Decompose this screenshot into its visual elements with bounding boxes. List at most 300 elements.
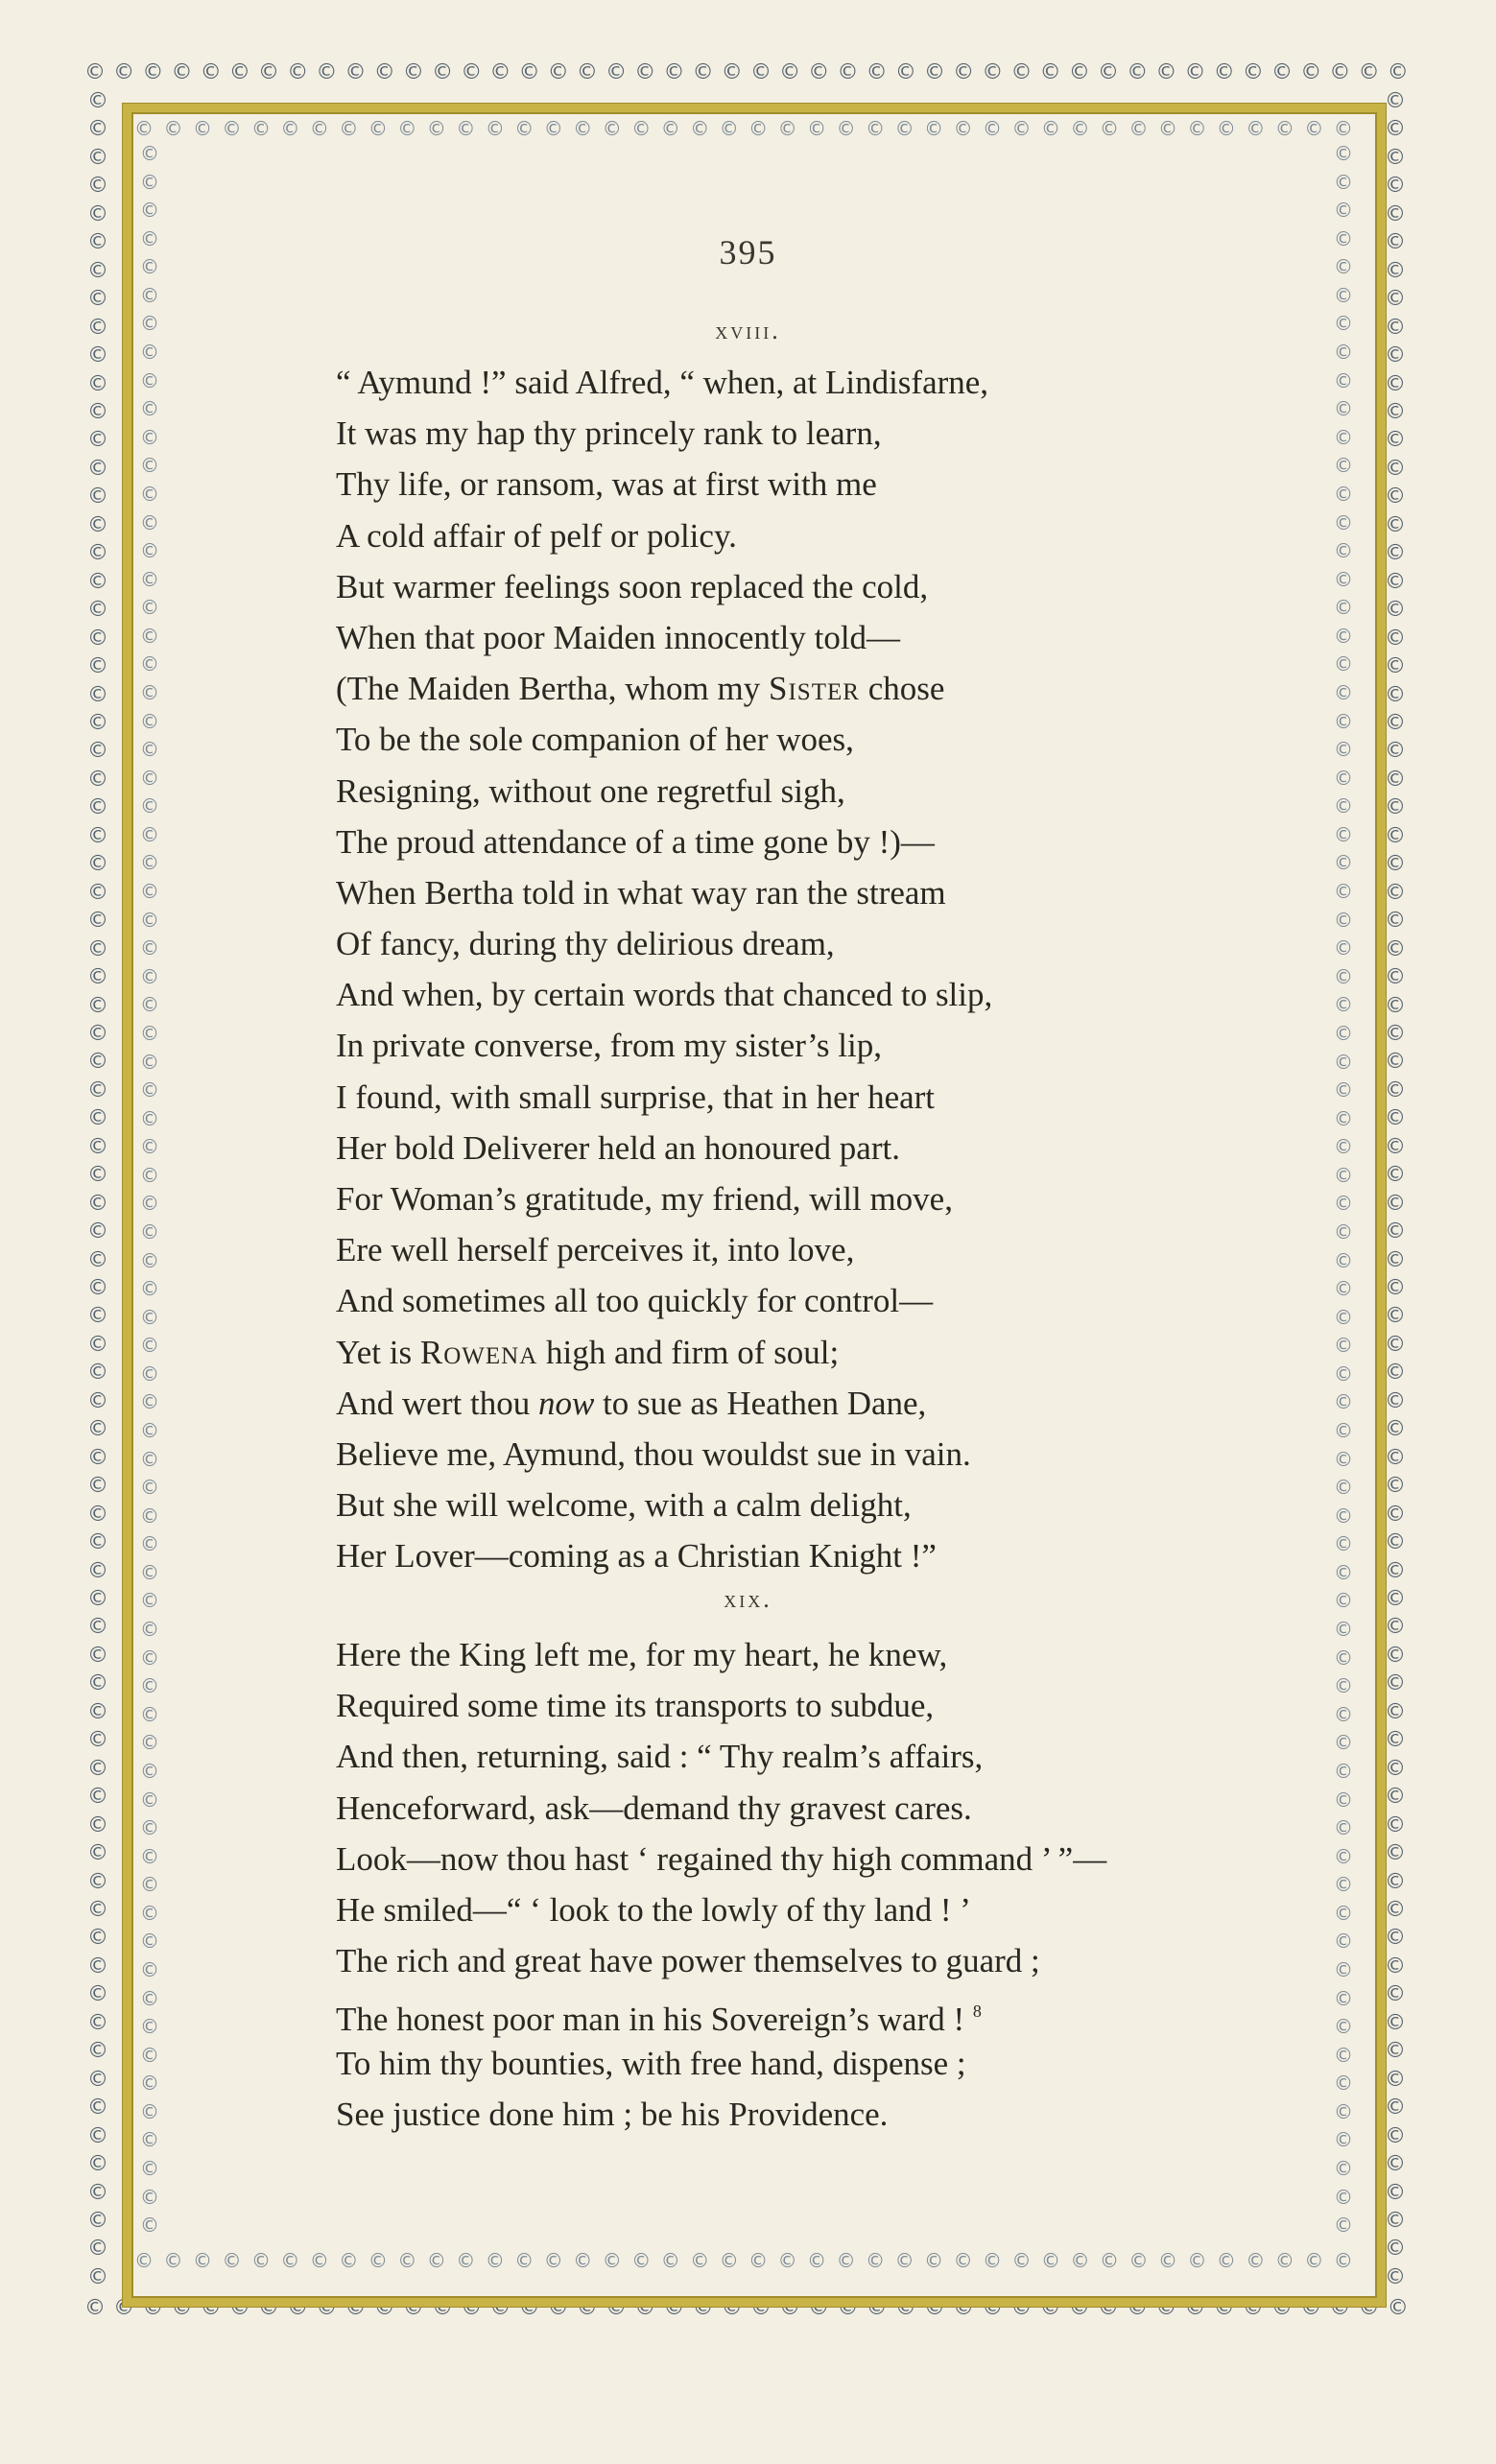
ornament-glyph-icon: © xyxy=(140,680,159,704)
ornament-glyph-icon: © xyxy=(631,2249,652,2272)
ornament-glyph-icon: © xyxy=(87,1558,108,1583)
poem-line: When Bertha told in what way ran the stream xyxy=(336,873,946,912)
ornament-glyph-icon: © xyxy=(344,60,367,84)
ornament-glyph-icon: © xyxy=(140,1816,159,1840)
ornament-glyph-icon: © xyxy=(1334,1674,1353,1698)
ornament-glyph-icon: © xyxy=(1334,1192,1353,1216)
ornament-glyph-icon: © xyxy=(1184,60,1206,84)
ornament-glyph-icon: © xyxy=(749,60,772,84)
ornament-glyph-icon: © xyxy=(140,1476,159,1500)
ornament-glyph-icon: © xyxy=(1334,1447,1353,1471)
ornament-glyph-icon: © xyxy=(140,2043,159,2067)
ornament-glyph-icon: © xyxy=(87,1756,108,1781)
ornament-glyph-icon: © xyxy=(87,2208,108,2233)
ornament-glyph-icon: © xyxy=(1385,1699,1406,1724)
ornament-glyph-icon: © xyxy=(171,2296,193,2320)
ornament-glyph-icon: © xyxy=(87,965,108,990)
ornament-glyph-icon: © xyxy=(1385,2067,1406,2092)
ornament-glyph-icon: © xyxy=(1385,2152,1406,2177)
ornament-glyph-icon: © xyxy=(1334,1362,1353,1386)
ornament-glyph-icon: © xyxy=(142,2296,164,2320)
poem-line: And when, by certain words that chanced to slip, xyxy=(336,976,993,1014)
ornament-glyph-icon: © xyxy=(485,117,505,140)
ornament-glyph-icon: © xyxy=(1098,60,1120,84)
ornament-glyph-icon: © xyxy=(456,117,476,140)
ornament-glyph-icon: © xyxy=(87,428,108,453)
ornament-glyph-icon: © xyxy=(690,117,710,140)
ornament-glyph-icon: © xyxy=(1157,2249,1177,2272)
ornament-glyph-icon: © xyxy=(866,60,888,84)
ornament-glyph-icon: © xyxy=(87,399,108,424)
ornament-glyph-icon: © xyxy=(1334,2043,1353,2067)
ornament-glyph-icon: © xyxy=(1246,117,1266,140)
ornament-glyph-icon: © xyxy=(514,117,534,140)
ornament-glyph-icon: © xyxy=(140,794,159,818)
ornament-glyph-icon: © xyxy=(140,1277,159,1301)
ornament-glyph-icon: © xyxy=(1334,1873,1353,1897)
ornament-glyph-icon: © xyxy=(1333,2249,1353,2272)
ornament-glyph-icon: © xyxy=(456,2249,476,2272)
ornament-glyph-icon: © xyxy=(1334,283,1353,307)
ornament-glyph-icon: © xyxy=(1213,60,1235,84)
ornament-border-top-outer xyxy=(84,59,1409,86)
ornament-glyph-icon: © xyxy=(140,2214,159,2238)
ornament-glyph-icon: © xyxy=(1385,145,1406,170)
ornament-glyph-icon: © xyxy=(140,993,159,1017)
ornament-glyph-icon: © xyxy=(1271,2296,1294,2320)
stanza-xviii xyxy=(336,357,1295,1582)
ornament-glyph-icon: © xyxy=(1385,1643,1406,1668)
ornament-glyph-icon: © xyxy=(1334,680,1353,704)
ornament-glyph-icon: © xyxy=(1334,2157,1353,2181)
ornament-glyph-icon: © xyxy=(140,1362,159,1386)
ornament-glyph-icon: © xyxy=(1334,425,1353,449)
poem-line: To be the sole companion of her woes, xyxy=(336,721,854,759)
ornament-glyph-icon: © xyxy=(140,1532,159,1556)
ornament-glyph-icon: © xyxy=(518,2296,540,2320)
ornament-glyph-icon: © xyxy=(1385,2237,1406,2262)
ornament-glyph-icon: © xyxy=(140,1163,159,1187)
ornament-glyph-icon: © xyxy=(1127,2296,1149,2320)
ornament-glyph-icon: © xyxy=(1334,510,1353,534)
ornament-glyph-icon: © xyxy=(1334,312,1353,336)
ornament-glyph-icon: © xyxy=(692,2296,714,2320)
ornament-glyph-icon: © xyxy=(1385,1954,1406,1978)
ornament-glyph-icon: © xyxy=(87,1247,108,1272)
ornament-glyph-icon: © xyxy=(140,2128,159,2152)
ornament-glyph-icon: © xyxy=(87,1078,108,1102)
ornament-glyph-icon: © xyxy=(87,1304,108,1329)
ornament-glyph-icon: © xyxy=(87,2096,108,2120)
ornament-glyph-icon: © xyxy=(1010,2296,1033,2320)
ornament-glyph-icon: © xyxy=(1304,2249,1324,2272)
ornament-glyph-icon: © xyxy=(140,709,159,733)
ornament-glyph-icon: © xyxy=(140,312,159,336)
ornament-glyph-icon: © xyxy=(1274,117,1294,140)
ornament-glyph-icon: © xyxy=(140,766,159,790)
ornament-glyph-icon: © xyxy=(140,1248,159,1272)
ornament-glyph-icon: © xyxy=(140,1844,159,1868)
ornament-glyph-icon: © xyxy=(1334,2185,1353,2209)
ornament-glyph-icon: © xyxy=(1385,909,1406,934)
ornament-glyph-icon: © xyxy=(140,510,159,534)
ornament-glyph-icon: © xyxy=(1385,399,1406,424)
ornament-glyph-icon: © xyxy=(1334,624,1353,648)
poem-line: The proud attendance of a time gone by !)— xyxy=(336,822,935,861)
ornament-glyph-icon: © xyxy=(250,2249,271,2272)
ornament-glyph-icon: © xyxy=(1334,199,1353,223)
ornament-glyph-icon: © xyxy=(1385,767,1406,792)
ornament-glyph-icon: © xyxy=(923,60,945,84)
ornament-glyph-icon: © xyxy=(1334,2099,1353,2123)
ornament-glyph-icon: © xyxy=(87,1841,108,1866)
ornament-glyph-icon: © xyxy=(87,315,108,340)
ornament-glyph-icon: © xyxy=(87,1530,108,1555)
ornament-glyph-icon: © xyxy=(87,2264,108,2289)
ornament-glyph-icon: © xyxy=(631,117,652,140)
stanza-numeral-xix: xix. xyxy=(724,1585,772,1613)
poem-line: “ Aymund !” said Alfred, “ when, at Lindisfarne, xyxy=(336,364,989,401)
ornament-glyph-icon: © xyxy=(140,1930,159,1954)
ornament-glyph-icon: © xyxy=(87,1021,108,1046)
ornament-glyph-icon: © xyxy=(1385,1898,1406,1922)
ornament-glyph-icon: © xyxy=(87,1926,108,1951)
ornament-glyph-icon: © xyxy=(87,1191,108,1216)
ornament-glyph-icon: © xyxy=(1385,1078,1406,1102)
ornament-glyph-icon: © xyxy=(1358,60,1380,84)
ornament-glyph-icon: © xyxy=(1216,117,1236,140)
ornament-glyph-icon: © xyxy=(309,117,329,140)
ornament-glyph-icon: © xyxy=(1334,794,1353,818)
ornament-glyph-icon: © xyxy=(1039,60,1061,84)
ornament-glyph-icon: © xyxy=(140,652,159,676)
ornament-glyph-icon: © xyxy=(485,2249,505,2272)
ornament-glyph-icon: © xyxy=(1385,1304,1406,1329)
ornament-glyph-icon: © xyxy=(87,654,108,679)
ornament-glyph-icon: © xyxy=(1385,1191,1406,1216)
ornament-glyph-icon: © xyxy=(924,117,944,140)
poem-line: Resigning, without one regretful sigh, xyxy=(336,771,845,810)
ornament-glyph-icon: © xyxy=(719,117,739,140)
ornament-border-left-outer xyxy=(84,91,111,2288)
ornament-glyph-icon: © xyxy=(140,226,159,250)
ornament-glyph-icon: © xyxy=(1385,1361,1406,1386)
ornament-glyph-icon: © xyxy=(1385,1812,1406,1837)
ornament-glyph-icon: © xyxy=(1304,117,1324,140)
ornament-glyph-icon: © xyxy=(87,626,108,651)
ornament-glyph-icon: © xyxy=(87,598,108,623)
ornament-glyph-icon: © xyxy=(1300,2296,1322,2320)
ornament-glyph-icon: © xyxy=(87,344,108,368)
ornament-glyph-icon: © xyxy=(748,2249,769,2272)
ornament-glyph-icon: © xyxy=(140,170,159,194)
ornament-glyph-icon: © xyxy=(808,60,830,84)
ornament-glyph-icon: © xyxy=(87,2152,108,2177)
ornament-glyph-icon: © xyxy=(87,2039,108,2064)
ornament-glyph-icon: © xyxy=(663,60,685,84)
poem-line: And then, returning, said : “ Thy realm’s affairs, xyxy=(336,1738,984,1776)
ornament-glyph-icon: © xyxy=(373,60,395,84)
ornament-glyph-icon: © xyxy=(140,142,159,165)
ornament-glyph-icon: © xyxy=(1334,964,1353,988)
ornament-glyph-icon: © xyxy=(228,2296,250,2320)
ornament-glyph-icon: © xyxy=(1385,1247,1406,1272)
poem-line: And wert thou now to sue as Heathen Dane, xyxy=(336,1384,927,1422)
ornament-glyph-icon: © xyxy=(1041,2249,1061,2272)
ornament-glyph-icon: © xyxy=(1334,652,1353,676)
ornament-glyph-icon: © xyxy=(1068,2296,1090,2320)
ornament-glyph-icon: © xyxy=(1334,822,1353,846)
ornament-glyph-icon: © xyxy=(140,1560,159,1584)
ornament-glyph-icon: © xyxy=(1385,456,1406,481)
ornament-glyph-icon: © xyxy=(87,739,108,764)
ornament-glyph-icon: © xyxy=(1334,936,1353,960)
ornament-glyph-icon: © xyxy=(1385,371,1406,396)
ornament-glyph-icon: © xyxy=(140,567,159,591)
ornament-glyph-icon: © xyxy=(140,482,159,506)
ornament-glyph-icon: © xyxy=(140,1958,159,1981)
ornament-glyph-icon: © xyxy=(140,1702,159,1726)
ornament-glyph-icon: © xyxy=(1385,993,1406,1018)
ornament-glyph-icon: © xyxy=(1157,117,1177,140)
ornament-glyph-icon: © xyxy=(140,624,159,648)
ornament-glyph-icon: © xyxy=(140,1078,159,1102)
ornament-glyph-icon: © xyxy=(258,2296,280,2320)
ornament-glyph-icon: © xyxy=(1334,1958,1353,1981)
ornament-glyph-icon: © xyxy=(602,2249,622,2272)
ornament-glyph-icon: © xyxy=(87,1445,108,1470)
ornament-glyph-icon: © xyxy=(140,1220,159,1244)
ornament-glyph-icon: © xyxy=(142,60,164,84)
ornament-glyph-icon: © xyxy=(140,341,159,365)
ornament-glyph-icon: © xyxy=(924,2249,944,2272)
ornament-glyph-icon: © xyxy=(953,60,975,84)
ornament-glyph-icon: © xyxy=(140,1135,159,1159)
ornament-glyph-icon: © xyxy=(1334,1618,1353,1642)
ornament-glyph-icon: © xyxy=(87,117,108,142)
ornament-glyph-icon: © xyxy=(1385,1841,1406,1866)
ornament-glyph-icon: © xyxy=(402,60,424,84)
ornament-glyph-icon: © xyxy=(250,117,271,140)
ornament-glyph-icon: © xyxy=(1385,1445,1406,1470)
ornament-glyph-icon: © xyxy=(1187,117,1207,140)
ornament-glyph-icon: © xyxy=(1187,2249,1207,2272)
ornament-glyph-icon: © xyxy=(87,823,108,848)
ornament-glyph-icon: © xyxy=(1068,60,1090,84)
ornament-glyph-icon: © xyxy=(1385,1785,1406,1810)
ornament-glyph-icon: © xyxy=(87,1671,108,1696)
ornament-glyph-icon: © xyxy=(1385,1926,1406,1951)
ornament-glyph-icon: © xyxy=(87,909,108,934)
ornament-glyph-icon: © xyxy=(87,993,108,1018)
ornament-glyph-icon: © xyxy=(1385,739,1406,764)
poem-line: For Woman’s gratitude, my friend, will move, xyxy=(336,1180,953,1218)
ornament-glyph-icon: © xyxy=(606,2296,628,2320)
ornament-glyph-icon: © xyxy=(87,89,108,113)
ornament-glyph-icon: © xyxy=(1385,1615,1406,1640)
ornament-glyph-icon: © xyxy=(140,1788,159,1812)
ornament-glyph-icon: © xyxy=(87,1388,108,1413)
poem-line: But warmer feelings soon replaced the cold, xyxy=(336,567,929,605)
ornament-glyph-icon: © xyxy=(397,117,417,140)
ornament-glyph-icon: © xyxy=(140,283,159,307)
ornament-glyph-icon: © xyxy=(1334,1248,1353,1272)
ornament-glyph-icon: © xyxy=(1358,2296,1380,2320)
ornament-glyph-icon: © xyxy=(113,2296,135,2320)
ornament-glyph-icon: © xyxy=(140,1106,159,1130)
ornament-glyph-icon: © xyxy=(1385,1502,1406,1527)
ornament-glyph-icon: © xyxy=(807,117,827,140)
ornament-glyph-icon: © xyxy=(1385,1163,1406,1188)
ornament-glyph-icon: © xyxy=(1329,2296,1351,2320)
ornament-glyph-icon: © xyxy=(1385,1050,1406,1075)
ornament-glyph-icon: © xyxy=(1385,626,1406,651)
ornament-glyph-icon: © xyxy=(1246,2249,1266,2272)
ornament-glyph-icon: © xyxy=(518,60,540,84)
poem-line: Henceforward, ask—demand thy gravest cares. xyxy=(336,1789,972,1827)
ornament-glyph-icon: © xyxy=(397,2249,417,2272)
ornament-glyph-icon: © xyxy=(983,117,1003,140)
ornament-glyph-icon: © xyxy=(1334,1504,1353,1528)
ornament-glyph-icon: © xyxy=(163,117,183,140)
ornament-glyph-icon: © xyxy=(200,60,222,84)
ornament-glyph-icon: © xyxy=(87,1954,108,1978)
ornament-glyph-icon: © xyxy=(87,1982,108,2007)
ornament-glyph-icon: © xyxy=(543,117,563,140)
ornament-glyph-icon: © xyxy=(1334,1731,1353,1755)
ornament-glyph-icon: © xyxy=(1127,60,1149,84)
ornament-glyph-icon: © xyxy=(140,936,159,960)
ornament-glyph-icon: © xyxy=(1216,2249,1236,2272)
ornament-glyph-icon: © xyxy=(1334,1788,1353,1812)
ornament-glyph-icon: © xyxy=(140,2157,159,2181)
poem-line: To him thy bounties, with free hand, dispense ; xyxy=(336,2044,966,2082)
ornament-glyph-icon: © xyxy=(87,1361,108,1386)
poem-line: He smiled—“ ‘ look to the lowly of thy land ! ’ xyxy=(336,1890,971,1929)
ornament-glyph-icon: © xyxy=(836,2249,856,2272)
ornament-glyph-icon: © xyxy=(87,682,108,707)
ornament-glyph-icon: © xyxy=(721,2296,743,2320)
ornament-glyph-icon: © xyxy=(1334,1106,1353,1130)
ornament-glyph-icon: © xyxy=(87,1699,108,1724)
ornament-glyph-icon: © xyxy=(1271,60,1294,84)
ornament-glyph-icon: © xyxy=(1334,1135,1353,1159)
ornament-glyph-icon: © xyxy=(344,2296,367,2320)
ornament-glyph-icon: © xyxy=(1334,397,1353,421)
poem-line: A cold affair of pelf or policy. xyxy=(336,516,737,555)
ornament-glyph-icon: © xyxy=(777,117,797,140)
ornament-glyph-icon: © xyxy=(140,1901,159,1925)
ornament-glyph-icon: © xyxy=(339,2249,359,2272)
ornament-glyph-icon: © xyxy=(87,456,108,481)
poem-line: In private converse, from my sister’s lip, xyxy=(336,1027,882,1065)
ornament-glyph-icon: © xyxy=(87,1474,108,1499)
ornament-glyph-icon: © xyxy=(1385,1756,1406,1781)
ornament-glyph-icon: © xyxy=(87,485,108,509)
ornament-glyph-icon: © xyxy=(953,117,973,140)
ornament-glyph-icon: © xyxy=(1385,258,1406,283)
ornament-glyph-icon: © xyxy=(1385,1530,1406,1555)
ornament-glyph-icon: © xyxy=(140,738,159,762)
ornament-glyph-icon: © xyxy=(602,117,622,140)
ornament-glyph-icon: © xyxy=(836,117,856,140)
ornament-glyph-icon: © xyxy=(258,60,280,84)
ornament-glyph-icon: © xyxy=(87,852,108,877)
ornament-glyph-icon: © xyxy=(1334,1050,1353,1074)
ornament-glyph-icon: © xyxy=(1128,117,1149,140)
ornament-glyph-icon: © xyxy=(316,60,338,84)
ornament-glyph-icon: © xyxy=(1385,823,1406,848)
ornament-glyph-icon: © xyxy=(543,2249,563,2272)
ornament-glyph-icon: © xyxy=(140,1759,159,1783)
ornament-glyph-icon: © xyxy=(1039,2296,1061,2320)
stanza-numeral-xviii: xviii. xyxy=(715,317,781,344)
ornament-glyph-icon: © xyxy=(749,2296,772,2320)
ornament-glyph-icon: © xyxy=(1385,1587,1406,1612)
ornament-glyph-icon: © xyxy=(1334,454,1353,478)
ornament-glyph-icon: © xyxy=(1099,2249,1119,2272)
ornament-glyph-icon: © xyxy=(87,2010,108,2035)
ornament-glyph-icon: © xyxy=(1334,880,1353,904)
ornament-glyph-icon: © xyxy=(606,60,628,84)
ornament-glyph-icon: © xyxy=(1334,539,1353,563)
ornament-glyph-icon: © xyxy=(87,1898,108,1922)
ornament-glyph-icon: © xyxy=(1385,2180,1406,2205)
poem-line: And sometimes all too quickly for control— xyxy=(336,1282,934,1320)
ornament-glyph-icon: © xyxy=(807,2249,827,2272)
ornament-glyph-icon: © xyxy=(1334,1646,1353,1670)
ornament-glyph-icon: © xyxy=(1334,1277,1353,1301)
ornament-glyph-icon: © xyxy=(1334,1901,1353,1925)
stanza-xix xyxy=(336,1629,1295,2140)
ornament-glyph-icon: © xyxy=(1385,1728,1406,1753)
ornament-glyph-icon: © xyxy=(87,230,108,255)
ornament-glyph-icon: © xyxy=(1155,60,1177,84)
ornament-glyph-icon: © xyxy=(140,539,159,563)
ornament-glyph-icon: © xyxy=(140,1873,159,1897)
ornament-glyph-icon: © xyxy=(200,2296,222,2320)
ornament-glyph-icon: © xyxy=(489,60,511,84)
ornament-glyph-icon: © xyxy=(1385,598,1406,623)
ornament-glyph-icon: © xyxy=(87,2067,108,2092)
ornament-glyph-icon: © xyxy=(1385,569,1406,594)
poem-line: Look—now thou hast ‘ regained thy high command ’ ”— xyxy=(336,1839,1107,1878)
poem-line: Yet is Rowena high and firm of soul; xyxy=(336,1333,840,1371)
ornament-glyph-icon: © xyxy=(87,201,108,226)
ornament-glyph-icon: © xyxy=(140,1390,159,1414)
ornament-glyph-icon: © xyxy=(140,2099,159,2123)
ornament-glyph-icon: © xyxy=(140,1731,159,1755)
poem-line: Her Lover—coming as a Christian Knight !” xyxy=(336,1537,937,1576)
ornament-glyph-icon: © xyxy=(634,60,656,84)
ornament-glyph-icon: © xyxy=(982,2296,1004,2320)
ornament-glyph-icon: © xyxy=(1385,2208,1406,2233)
ornament-glyph-icon: © xyxy=(1385,1021,1406,1046)
ornament-glyph-icon: © xyxy=(87,1134,108,1159)
ornament-glyph-icon: © xyxy=(87,880,108,905)
ornament-glyph-icon: © xyxy=(1334,341,1353,365)
ornament-glyph-icon: © xyxy=(140,1419,159,1443)
ornament-glyph-icon: © xyxy=(87,2237,108,2262)
ornament-glyph-icon: © xyxy=(982,60,1004,84)
ornament-glyph-icon: © xyxy=(894,2296,916,2320)
ornament-glyph-icon: © xyxy=(547,60,569,84)
ornament-glyph-icon: © xyxy=(1099,117,1119,140)
ornament-glyph-icon: © xyxy=(1334,1021,1353,1045)
ornament-glyph-icon: © xyxy=(87,1502,108,1527)
ornament-glyph-icon: © xyxy=(87,1587,108,1612)
ornament-glyph-icon: © xyxy=(140,1021,159,1045)
